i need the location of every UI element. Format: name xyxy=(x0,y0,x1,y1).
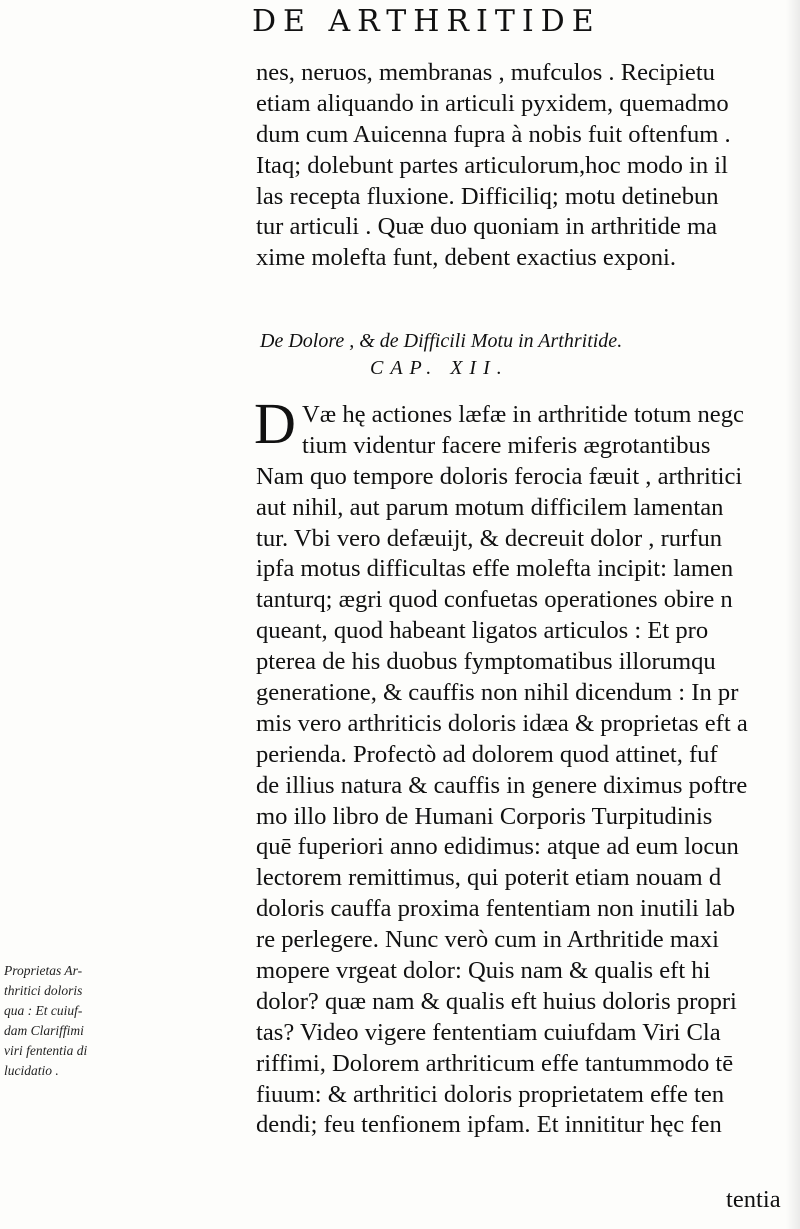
text-line: dendi; feu tenfionem ipfam. Et innititur hęc fen xyxy=(256,1111,722,1139)
text-line: generatione, & cauffis non nihil dicendum : In pr xyxy=(256,679,739,707)
marginal-note xyxy=(4,961,100,1081)
text-line: pterea de his duobus fymptomatibus illorumqu xyxy=(256,648,716,676)
text-line: de illius natura & cauffis in genere diximus poftre xyxy=(256,771,748,799)
paragraph-1 xyxy=(256,58,800,274)
text-line: fiuum: & arthritici doloris proprietatem effe ten xyxy=(256,1080,725,1108)
text-line: nes, neruos, membranas , mufculos . Recipietu xyxy=(256,59,715,86)
marginal-note-line: dam Clariffimi xyxy=(4,1023,84,1038)
marginal-note-line: viri fententia di xyxy=(4,1043,88,1058)
text-line: Væ hę actiones læfæ in arthritide totum negc xyxy=(302,401,744,428)
text-line: dolor? quæ nam & qualis eft huius doloris propri xyxy=(256,987,737,1015)
running-head: DE ARTHRITIDE xyxy=(252,4,601,39)
text-line: ipfa motus difficultas effe molefta incipit: lamen xyxy=(256,555,734,583)
text-line: mopere vrgeat dolor: Quis nam & qualis eft hi xyxy=(256,957,711,985)
marginal-note-line: thritici doloris xyxy=(4,983,83,998)
text-line: mo illo libro de Humani Corporis Turpitudinis xyxy=(256,802,713,830)
text-line: etiam aliquando in articuli pyxidem, quemadmo xyxy=(256,89,729,117)
text-line: tanturq; ægri quod confuetas operationes obire n xyxy=(256,586,733,614)
drop-cap: D xyxy=(254,391,296,456)
marginal-note-line: lucidatio . xyxy=(4,1063,59,1078)
text-line: quē fuperiori anno edidimus: atque ad eum locun xyxy=(256,833,739,861)
chapter-number: CAP. XII. xyxy=(370,357,509,379)
text-line: aut nihil, aut parum motum difficilem lamentan xyxy=(256,493,724,521)
marginal-note-line: qua : Et cuiuf- xyxy=(4,1003,83,1018)
text-line: Itaq; dolebunt partes articulorum,hoc modo in il xyxy=(256,151,728,179)
text-line: queant, quod habeant ligatos articulos : Et pro xyxy=(256,617,709,645)
text-line: xime molefta funt, debent exactius exponi. xyxy=(256,244,677,272)
text-line: tur. Vbi vero defæuijt, & decreuit dolor , rurfun xyxy=(256,524,723,552)
text-line: doloris cauffa proxima fententiam non inutili lab xyxy=(256,895,736,923)
catchword: tentia xyxy=(726,1186,781,1213)
text-line: dum cum Auicenna fupra à nobis fuit oftenfum . xyxy=(256,120,731,148)
text-line: tur articuli . Quæ duo quoniam in arthritide ma xyxy=(256,213,718,241)
paragraph-2 xyxy=(256,431,800,1141)
text-line: mis vero arthriticis doloris idæa & proprietas eft a xyxy=(256,709,748,737)
text-line: las recepta fluxione. Difficiliq; motu detinebun xyxy=(256,182,719,210)
text-line: tium videntur facere miferis ægrotantibus xyxy=(302,431,711,459)
text-line: tas? Video vigere fententiam cuiufdam Viri Cla xyxy=(256,1018,721,1046)
text-line: perienda. Profectò ad dolorem quod attinet, fuf xyxy=(256,740,718,768)
text-line: lectorem remittimus, qui poterit etiam nouam d xyxy=(256,864,722,892)
text-line: riffimi, Dolorem arthriticum effe tantummodo tē xyxy=(256,1049,734,1077)
page-edge-shadow xyxy=(786,0,800,1229)
marginal-note-line: Proprietas Ar- xyxy=(4,963,83,978)
chapter-heading: De Dolore , & de Difficili Motu in Arthritide. xyxy=(260,330,623,352)
text-line: re perlegere. Nunc verò cum in Arthritide maxi xyxy=(256,926,720,954)
text-line: Nam quo tempore doloris ferocia fæuit , arthritici xyxy=(256,462,743,490)
paragraph-2-first-line xyxy=(302,400,800,431)
